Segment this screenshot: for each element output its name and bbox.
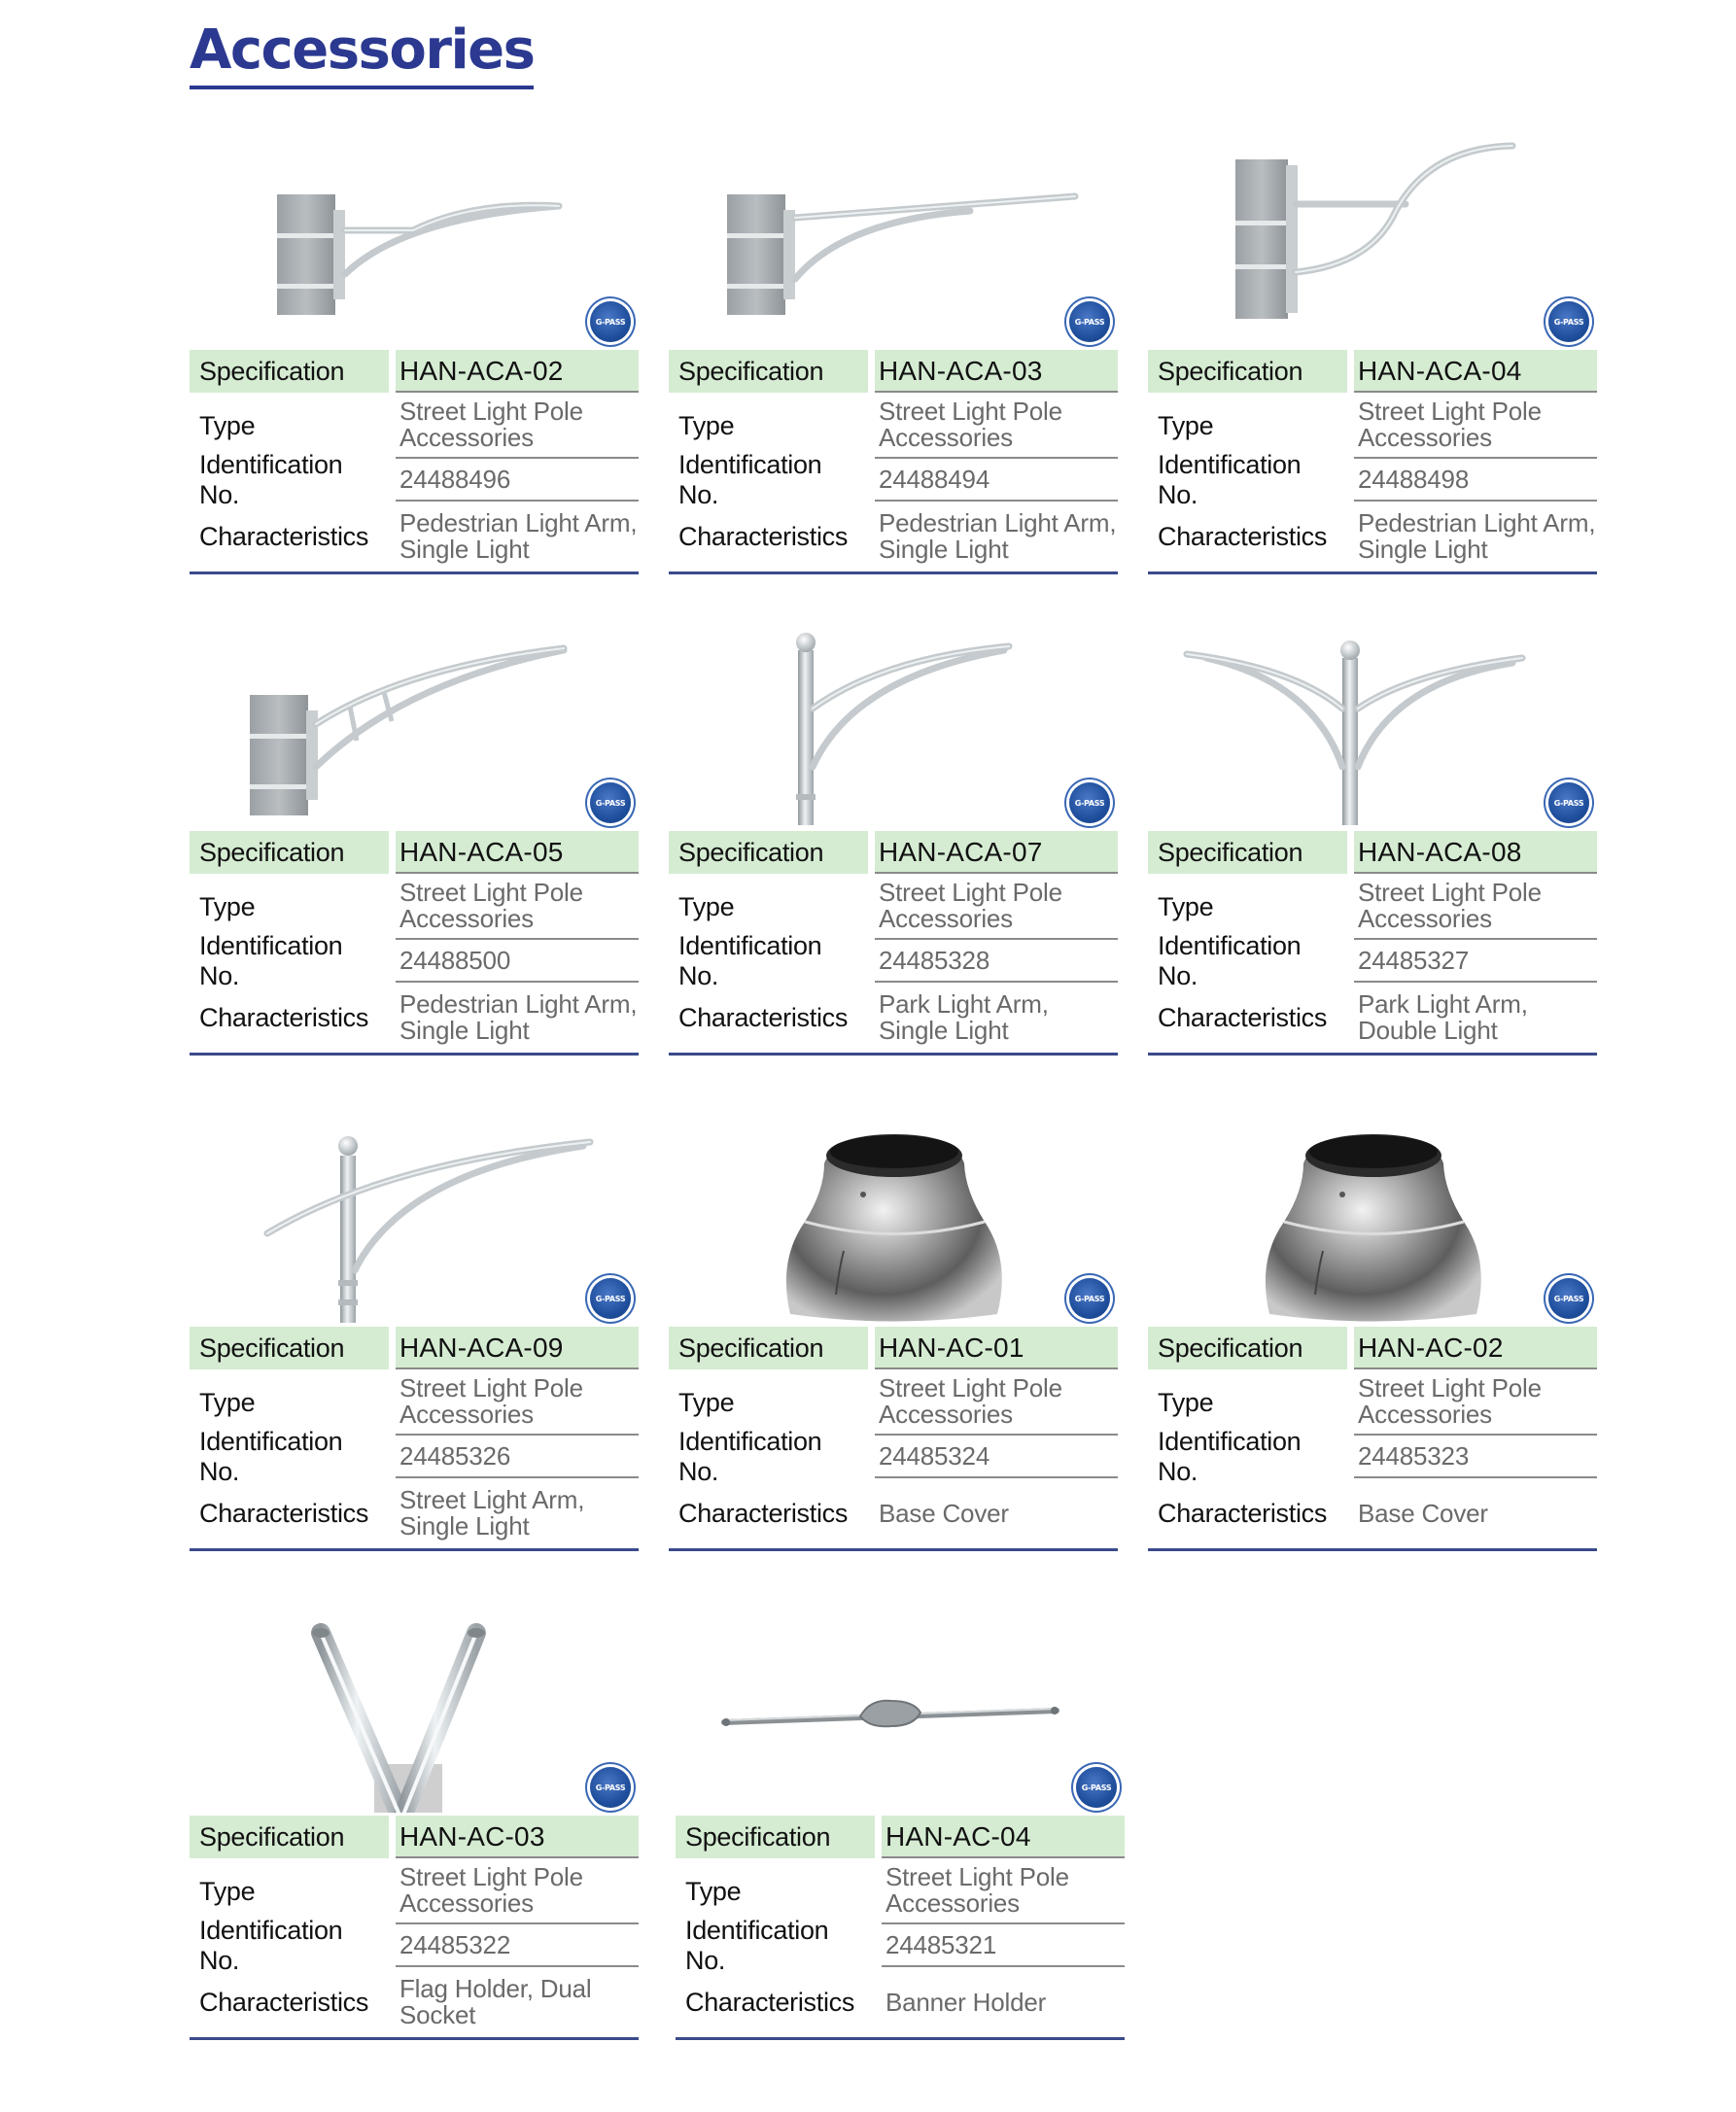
gpass-certification-icon: G-PASS [590,301,631,342]
product-image [1148,979,1597,1324]
type-label: Type [199,410,256,440]
spec-row [669,831,1118,874]
page-title: Accessories [190,17,534,89]
characteristics-value: Flag Holder, Dual Socket [399,1974,592,2029]
spec-row [1148,831,1597,874]
spec-row [190,350,639,393]
spec-row [1148,350,1597,393]
spec-value: HAN-ACA-02 [396,350,639,393]
characteristics-value: Park Light Arm, Double Light [1358,989,1528,1045]
product-card [190,1468,639,2029]
spec-label: Specification [190,1327,389,1369]
id-row [190,931,639,990]
spec-label: Specification [669,1327,868,1369]
spec-row [669,1327,1118,1369]
spec-value: HAN-ACA-04 [1354,350,1597,393]
spec-value: HAN-AC-04 [882,1816,1125,1858]
product-card [1148,2,1597,564]
gpass-certification-icon: G-PASS [1548,301,1589,342]
type-row [1148,874,1597,940]
wall-bracket-truss-arm-icon [190,483,639,828]
id-value: 24488500 [396,940,639,983]
characteristics-row [190,1967,639,2040]
id-row [190,1916,639,1975]
spec-value: HAN-ACA-07 [875,831,1118,874]
gpass-certification-icon: G-PASS [1069,1278,1110,1319]
characteristics-label: Characteristics [678,521,849,551]
id-label: Identification No. [199,1427,343,1486]
product-card [190,979,639,1541]
spec-label: Specification [190,831,389,874]
type-row [1148,393,1597,459]
gpass-certification-icon: G-PASS [1069,301,1110,342]
product-card [669,979,1118,1528]
type-value: Street Light Pole Accessories [875,1369,1118,1436]
type-row [190,874,639,940]
characteristics-value: Banner Holder [885,1987,1047,2017]
characteristics-value: Pedestrian Light Arm, Single Light [399,989,638,1045]
spec-value: HAN-ACA-08 [1354,831,1597,874]
id-label: Identification No. [685,1916,829,1975]
spec-value: HAN-AC-02 [1354,1327,1597,1369]
id-row [669,931,1118,990]
type-row [190,1858,639,1924]
id-value: 24485326 [396,1436,639,1478]
type-label: Type [199,1876,256,1906]
characteristics-row [1148,1478,1597,1551]
id-value: 24485324 [875,1436,1118,1478]
type-label: Type [678,891,735,921]
characteristics-label: Characteristics [678,1002,849,1032]
spec-row [669,350,1118,393]
id-value: 24488496 [396,459,639,502]
id-value: 24485323 [1354,1436,1597,1478]
spec-label: Specification [669,831,868,874]
pole-single-arm-icon [669,483,1118,828]
spec-label: Specification [190,1816,389,1858]
characteristics-label: Characteristics [678,1498,849,1528]
characteristics-value: Pedestrian Light Arm, Single Light [1358,508,1596,564]
product-image [669,483,1118,828]
product-card [1148,979,1597,1528]
spec-label: Specification [190,350,389,393]
spec-row [676,1816,1125,1858]
product-image [676,1468,1125,1813]
id-value: 24488494 [875,459,1118,502]
characteristics-label: Characteristics [685,1987,855,2017]
product-card [190,483,639,1045]
spec-table [676,1816,1125,2040]
characteristics-value: Park Light Arm, Single Light [879,989,1049,1045]
product-image [190,979,639,1324]
product-image [1148,483,1597,828]
type-value: Street Light Pole Accessories [396,1858,639,1924]
spec-row [190,831,639,874]
type-value: Street Light Pole Accessories [1354,393,1597,459]
type-label: Type [685,1876,742,1906]
product-image [669,2,1118,347]
spec-label: Specification [1148,831,1347,874]
spec-table [1148,1327,1597,1551]
product-card [190,2,639,564]
type-row [676,1858,1125,1924]
type-value: Street Light Pole Accessories [1354,1369,1597,1436]
id-label: Identification No. [199,1916,343,1975]
type-row [1148,1369,1597,1436]
type-value: Street Light Pole Accessories [882,1858,1125,1924]
characteristics-label: Characteristics [199,1498,369,1528]
spec-row [1148,1327,1597,1369]
gpass-certification-icon: G-PASS [1076,1767,1117,1808]
spec-row [190,1816,639,1858]
type-value: Street Light Pole Accessories [396,874,639,940]
type-value: Street Light Pole Accessories [1354,874,1597,940]
id-value: 24485321 [882,1924,1125,1967]
type-label: Type [1158,410,1214,440]
product-image [190,483,639,828]
banner-holder-icon [676,1468,1125,1813]
characteristics-value: Base Cover [1358,1498,1488,1528]
product-card [676,1468,1125,2017]
gpass-certification-icon: G-PASS [590,1278,631,1319]
spec-row [190,1327,639,1369]
type-value: Street Light Pole Accessories [875,393,1118,459]
characteristics-value: Pedestrian Light Arm, Single Light [399,508,638,564]
product-card [1148,483,1597,1045]
type-value: Street Light Pole Accessories [396,1369,639,1436]
type-row [669,393,1118,459]
id-value: 24485327 [1354,940,1597,983]
flag-holder-icon [190,1468,639,1813]
id-label: Identification No. [1158,931,1302,990]
product-image [1148,2,1597,347]
gpass-certification-icon: G-PASS [590,782,631,823]
id-label: Identification No. [678,450,822,509]
product-image [190,2,639,347]
type-row [190,1369,639,1436]
type-row [669,874,1118,940]
id-label: Identification No. [1158,1427,1302,1486]
product-card [669,2,1118,564]
type-label: Type [678,1387,735,1417]
gpass-certification-icon: G-PASS [1548,782,1589,823]
gpass-certification-icon: G-PASS [1548,1278,1589,1319]
characteristics-label: Characteristics [199,1002,369,1032]
pole-double-arm-icon [1148,483,1597,828]
product-card [669,483,1118,1045]
characteristics-label: Characteristics [1158,1002,1328,1032]
type-label: Type [1158,1387,1214,1417]
spec-value: HAN-AC-03 [396,1816,639,1858]
type-label: Type [199,1387,256,1417]
type-label: Type [199,891,256,921]
id-value: 24488498 [1354,459,1597,502]
characteristics-label: Characteristics [1158,1498,1328,1528]
spec-label: Specification [1148,350,1347,393]
spec-table [190,1816,639,2040]
gpass-certification-icon: G-PASS [590,1767,631,1808]
type-row [669,1369,1118,1436]
id-label: Identification No. [199,450,343,509]
wall-bracket-curved-arm-icon [190,2,639,347]
id-value: 24485328 [875,940,1118,983]
gpass-certification-icon: G-PASS [1069,782,1110,823]
id-value: 24485322 [396,1924,639,1967]
product-image [669,979,1118,1324]
type-value: Street Light Pole Accessories [875,874,1118,940]
type-value: Street Light Pole Accessories [396,393,639,459]
characteristics-label: Characteristics [1158,521,1328,551]
characteristics-value: Base Cover [879,1498,1009,1528]
id-label: Identification No. [1158,450,1302,509]
characteristics-value: Street Light Arm, Single Light [399,1485,585,1541]
spec-value: HAN-AC-01 [875,1327,1118,1369]
characteristics-row [676,1967,1125,2040]
product-image [190,1468,639,1813]
characteristics-label: Characteristics [199,1987,369,2017]
spec-label: Specification [676,1816,875,1858]
pole-street-arm-icon [190,979,639,1324]
wall-bracket-straight-arm-icon [669,2,1118,347]
spec-value: HAN-ACA-05 [396,831,639,874]
id-label: Identification No. [678,1427,822,1486]
spec-label: Specification [669,350,868,393]
wall-bracket-s-arm-icon [1148,2,1597,347]
characteristics-label: Characteristics [199,521,369,551]
type-row [190,393,639,459]
spec-value: HAN-ACA-09 [396,1327,639,1369]
type-label: Type [678,410,735,440]
id-row [1148,1427,1597,1486]
spec-value: HAN-ACA-03 [875,350,1118,393]
characteristics-value: Pedestrian Light Arm, Single Light [879,508,1117,564]
id-label: Identification No. [199,931,343,990]
type-label: Type [1158,891,1214,921]
id-label: Identification No. [678,931,822,990]
base-cover-icon [1148,979,1597,1324]
id-row [676,1916,1125,1975]
base-cover-icon [669,979,1118,1324]
spec-label: Specification [1148,1327,1347,1369]
id-row [1148,931,1597,990]
